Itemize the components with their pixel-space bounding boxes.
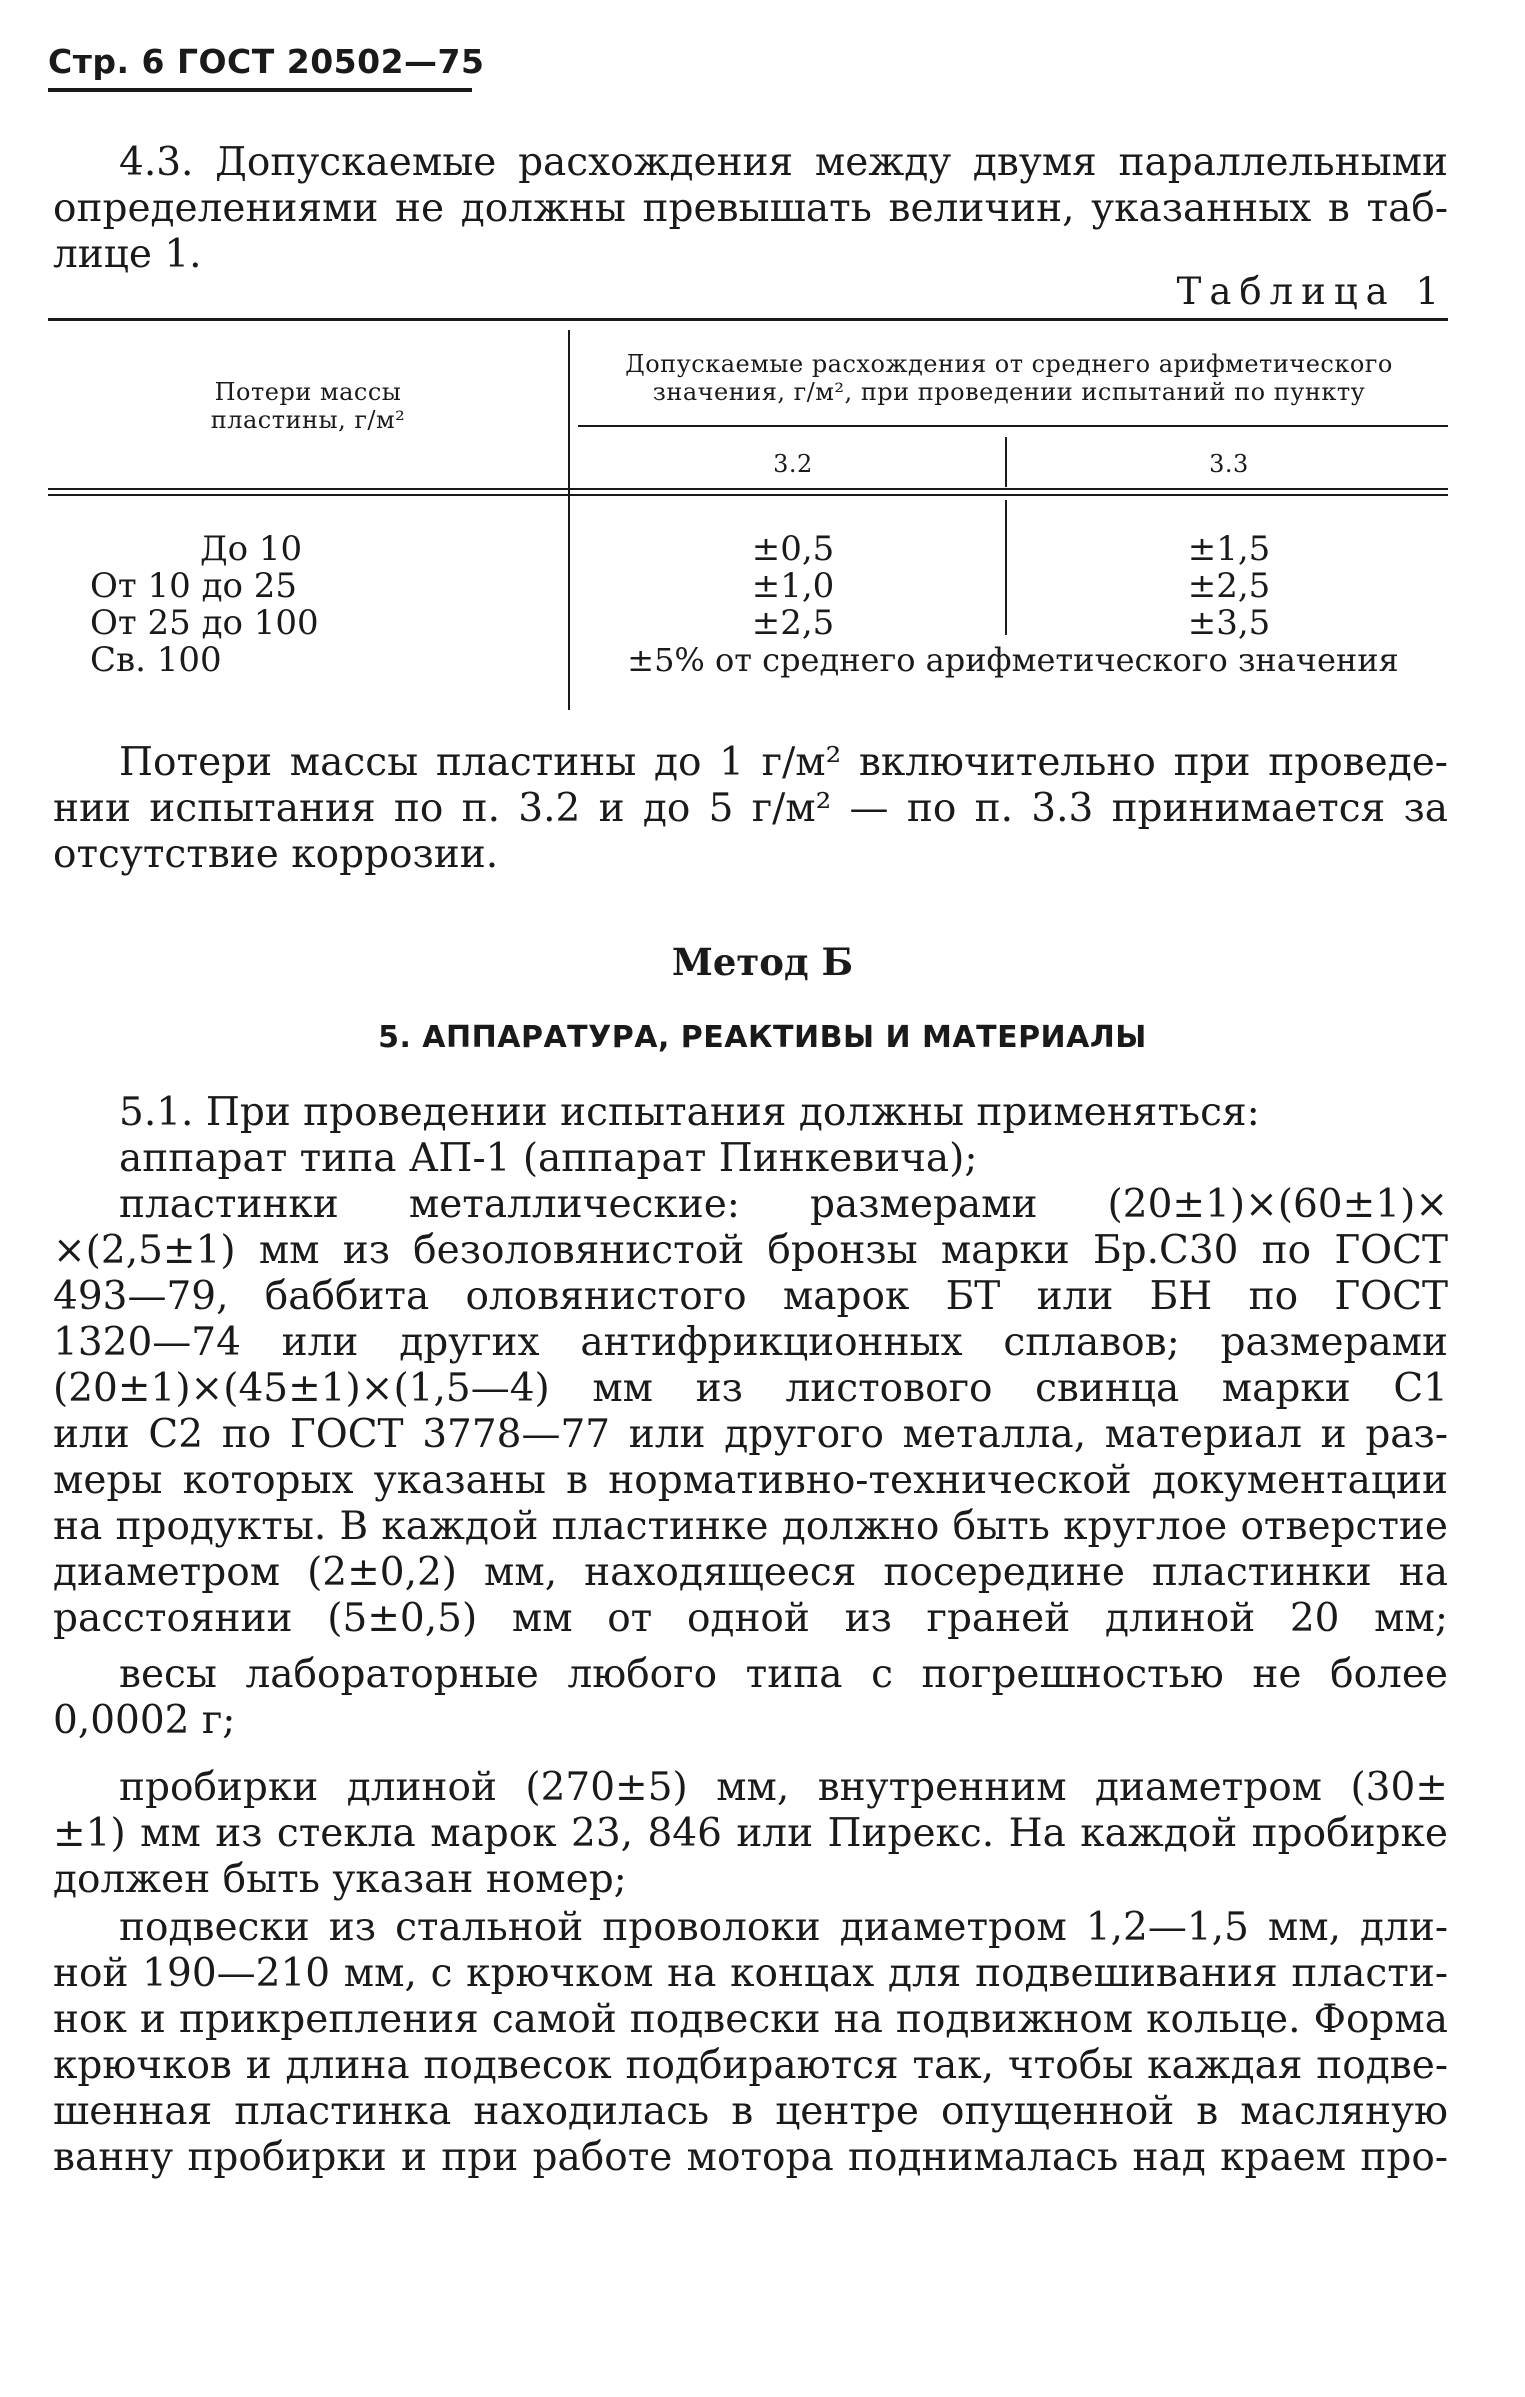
paragraph-line: пластинки металлические: размерами (20±1)×(60±1)×: [119, 1182, 1448, 1227]
section-heading: 5. АППАРАТУРА, РЕАКТИВЫ И МАТЕРИАЛЫ: [378, 1020, 1147, 1055]
paragraph-line: лице 1.: [53, 232, 202, 277]
paragraph-line: должен быть указан номер;: [53, 1857, 627, 1902]
paragraph-line: аппарат типа АП-1 (аппарат Пинкевича);: [119, 1136, 978, 1181]
paragraph-line: шенная пластинка находилась в центре опущенной в масляную: [53, 2089, 1448, 2134]
cell-p32: ±0,5: [751, 529, 835, 569]
paragraph-line: 493—79, баббита оловянистого марок БТ или БН по ГОСТ: [53, 1274, 1448, 1319]
cell-loss: До 10: [200, 529, 303, 569]
table-top-rule: [48, 318, 1448, 321]
col-header-line: Потери массы: [214, 378, 402, 406]
scales-paragraph: [53, 1652, 1448, 1744]
cell-loss: Св. 100: [90, 640, 222, 680]
paragraph-line: Потери массы пластины до 1 г/м² включительно при проведе-: [119, 740, 1448, 785]
paragraph-line: нок и прикрепления самой подвески на подвижном кольце. Форма: [53, 1997, 1448, 2042]
paragraph-line: 4.3. Допускаемые расхождения между двумя параллельными: [119, 140, 1448, 185]
cell-p33: ±3,5: [1187, 603, 1271, 643]
paragraph-5-1: [53, 1090, 1448, 1182]
paragraph-line: диаметром (2±0,2) мм, находящееся посередине пластинки на: [53, 1550, 1448, 1595]
group-header-line: значения, г/м², при проведении испытаний по пункту: [652, 378, 1366, 406]
cell-p32: ±2,5: [751, 603, 835, 643]
group-header-tolerances: [570, 350, 1448, 406]
paragraph-line: или С2 по ГОСТ 3778—77 или другого металла, материал и раз-: [53, 1412, 1448, 1457]
table-caption: Таблица 1: [1176, 270, 1447, 313]
paragraph-line: крючков и длина подвесок подбираются так, чтобы каждая подве-: [53, 2043, 1448, 2088]
paragraph-line: пробирки длиной (270±5) мм, внутренним диаметром (30±: [119, 1765, 1448, 1810]
note-paragraph: [53, 740, 1448, 878]
subheader-rule: [578, 425, 1448, 427]
paragraph-line: нии испытания по п. 3.2 и до 5 г/м² — по п. 3.3 принимается за: [53, 786, 1448, 831]
paragraph-line: на продукты. В каждой пластинке должно быть круглое отверстие: [53, 1504, 1448, 1549]
header-bottom-rule: [48, 488, 1448, 490]
cell-loss: От 10 до 25: [90, 566, 298, 606]
cell-loss: От 25 до 100: [90, 603, 319, 643]
paragraph-line: 1320—74 или других антифрикционных сплавов; размерами: [53, 1320, 1448, 1365]
col-header-line: пластины, г/м²: [210, 406, 406, 434]
running-head-rule: [48, 88, 472, 92]
paragraph-4-3: [53, 140, 1448, 278]
subheader-3-2: 3.2: [773, 450, 813, 478]
hangers-paragraph: [53, 1905, 1448, 2181]
subcolumn-divider-header: [1005, 437, 1007, 487]
cell-p33: ±1,5: [1187, 529, 1271, 569]
subheader-3-3: 3.3: [1209, 450, 1249, 478]
paragraph-line: расстоянии (5±0,5) мм от одной из граней длиной 20 мм;: [53, 1596, 1448, 1641]
paragraph-line: подвески из стальной проволоки диаметром 1,2—1,5 мм, дли-: [119, 1905, 1448, 1950]
method-title: Метод Б: [671, 940, 854, 984]
group-header-line: Допускаемые расхождения от среднего арифметического: [625, 350, 1393, 378]
paragraph-line: (20±1)×(45±1)×(1,5—4) мм из листового свинца марки С1: [53, 1366, 1448, 1411]
paragraph-line: 0,0002 г;: [53, 1698, 236, 1743]
tubes-paragraph: [53, 1765, 1448, 1903]
paragraph-line: ±1) мм из стекла марок 23, 846 или Пирекс. На каждой пробирке: [53, 1811, 1448, 1856]
paragraph-line: ×(2,5±1) мм из безоловянистой бронзы марки Бр.С30 по ГОСТ: [53, 1228, 1448, 1273]
paragraph-line: отсутствие коррозии.: [53, 832, 499, 877]
col-header-mass-loss: [48, 378, 568, 434]
running-head: Стр. 6 ГОСТ 20502—75: [48, 42, 485, 81]
paragraph-line: весы лабораторные любого типа с погрешностью не более: [119, 1652, 1448, 1697]
header-bottom-rule-double: [48, 494, 1448, 496]
cell-merged: ±5% от среднего арифметического значения: [627, 641, 1399, 679]
paragraph-line: ной 190—210 мм, с крючком на концах для подвешивания пласти-: [53, 1951, 1448, 1996]
paragraph-line: определениями не должны превышать величин, указанных в таб-: [53, 186, 1448, 231]
plates-paragraph: [53, 1182, 1448, 1642]
cell-p33: ±2,5: [1187, 566, 1271, 606]
cell-p32: ±1,0: [751, 566, 835, 606]
paragraph-line: 5.1. При проведении испытания должны применяться:: [119, 1090, 1260, 1135]
column-divider: [568, 330, 570, 710]
paragraph-line: меры которых указаны в нормативно-технической документации: [53, 1458, 1448, 1503]
paragraph-line: ванну пробирки и при работе мотора поднималась над краем про-: [53, 2135, 1448, 2180]
